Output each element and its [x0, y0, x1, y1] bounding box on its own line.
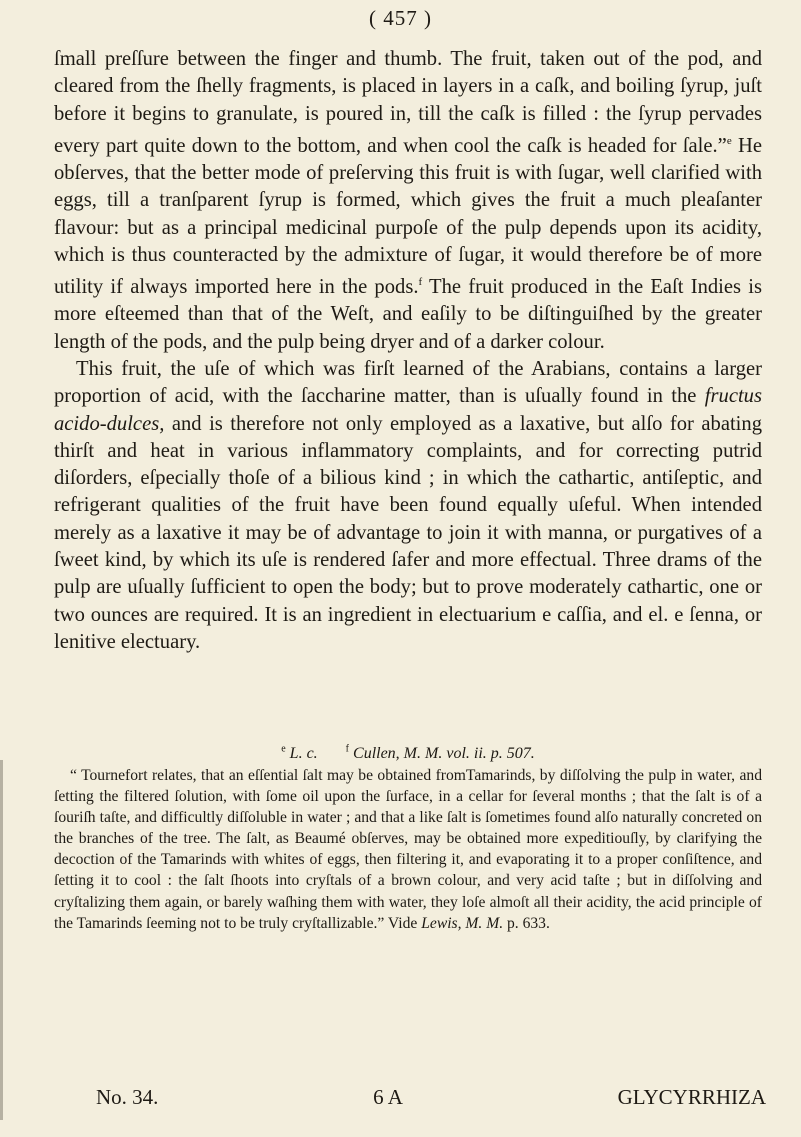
footnote-references	[54, 744, 762, 763]
page-footer	[96, 1085, 766, 1110]
paragraph-1: ſmall preſſure between the finger and thumb. The fruit, taken out of the pod, and cleared from the ſhelly fragments, is placed in layers in a caſk, and boiling ſyrup, juſt before it begins to granulate, is poured in, till the caſk is filled : the ſyrup pervades every part quite down to the bottom, and when cool the caſk is headed for ſale.”$^e$ He obſerves, that the better mode of preſerving this fruit is with ſugar, well clarified with eggs, till a tranſparent ſyrup is formed, which gives the fruit a much pleaſanter flavour: but as a principal medicinal purpoſe of the pulp depends upon its acidity, which is thus counteracted by the admixture of ſugar, it would therefore be of more utility if always imported here in the pods.$^f$ The fruit produced in the Eaſt Indies is more eſteemed than that of the Weſt, and eaſily to be diſtinguiſhed by the greater length of the pods, and the pulp being dryer and of a darker colour.	[54, 48, 762, 353]
footnote-ref-e: e	[726, 134, 732, 147]
main-text	[54, 46, 762, 656]
page-edge-shadow	[0, 760, 3, 1120]
footnote-f: $^f$ Cullen, M. M. vol. ii. p. 507.	[345, 744, 535, 763]
signature-mark: 6 A	[373, 1085, 403, 1109]
footnote-main: “ Tournefort relates, that an eſſential ſalt may be obtained fromTamarinds, by diſſolving the pulp in water, and ſetting the filtered ſolution, with ſome oil upon the ſurface, in a cellar for ſeveral months ; that the ſalt is of a ſouriſh taſte, and difficultly diſſoluble in water ; and that a like ſalt is ſometimes found alſo naturally concreted on the branches of the tree. The ſalt, as Beaumé obſerves, may be obtained more expeditiouſly, by clarifying the decoction of the Tamarinds with whites of eggs, then filtering it, and evaporating it to a proper conſiſtence, and ſetting it to cool : the ſalt ſhoots into cryſtals of a brown colour, and very acid taſte ; but in diſſolving and cryſtalizing them again, or barely waſhing them with water, they loſe almoſt all their acidity, the acid principle of the Tamarinds ſeeming not to be truly cryſtallizable.” Vide Lewis, M. M. p. 633.	[54, 767, 762, 932]
catchword: GLYCYRRHIZA	[617, 1085, 766, 1109]
paragraph-2: This fruit, the uſe of which was firſt learned of the Arabians, contains a larger proportion of acid, with the ſaccharine matter, than is uſually found in the fructus acido-dulces, and is therefore not only employed as a laxative, but alſo for abating thirſt and heat in various inflammatory complaints, and for correcting putrid diſorders, eſpecially thoſe of a bilious kind ; in which the cathartic, antiſeptic, and refrigerant qualities of the fruit have been found equally uſeful. When intended merely as a laxative it may be of advantage to join it with manna, or purgatives of a ſweet kind, by which its uſe is rendered ſafer and more effectual. Three drams of the pulp are uſually ſufficient to open the body; but to prove moderately cathartic, one or two ounces are required. It is an ingredient in electuarium e caſſia, and el. e ſenna, or lenitive electuary.	[54, 357, 762, 653]
issue-number: No. 34.	[96, 1085, 159, 1109]
page-number: ( 457 )	[369, 6, 432, 30]
footnote-citation: Lewis, M. M.	[421, 914, 504, 932]
italic-term: fructus acido-dulces,	[54, 385, 762, 435]
footnote-e: $^e$ L. c.	[281, 744, 318, 763]
footnote-ref-f: f	[418, 276, 423, 289]
